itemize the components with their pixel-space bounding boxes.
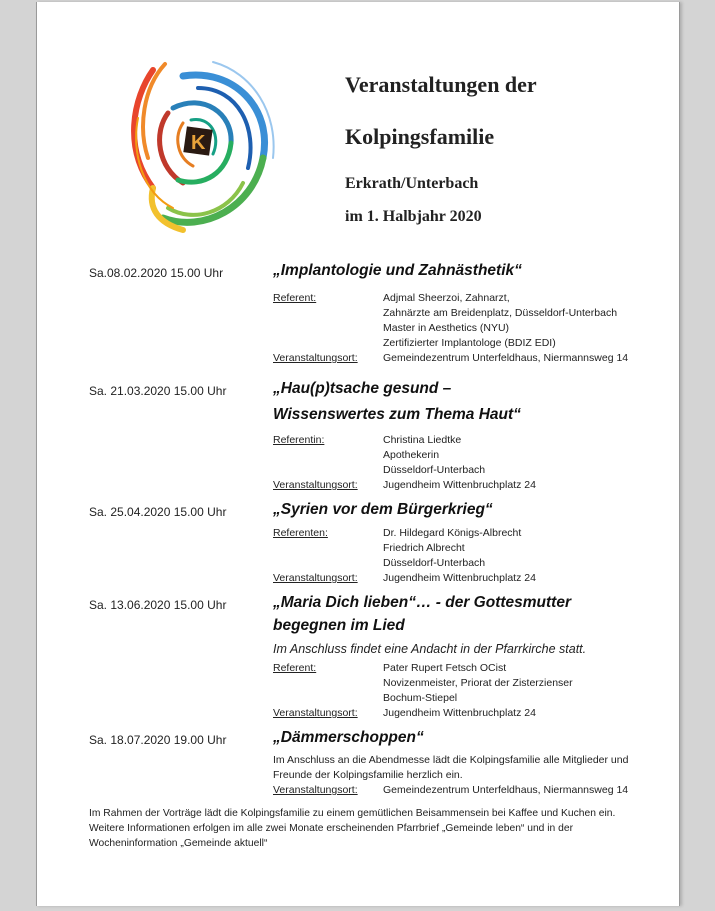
venue: Jugendheim Wittenbruchplatz 24 (383, 572, 536, 584)
venue-label: Veranstaltungsort: (273, 352, 358, 364)
venue: Jugendheim Wittenbruchplatz 24 (383, 479, 536, 491)
event-date: Sa. 13.06.2020 15.00 Uhr (89, 598, 227, 612)
event-title: „Dämmerschoppen“ (273, 729, 424, 746)
event-note: Im Anschluss findet eine Andacht in der Pfarrkirche statt. (273, 642, 587, 656)
speaker-label: Referentin: (273, 434, 325, 446)
event-description: Im Anschluss an die Abendmesse lädt die Kolpingsfamilie alle Mitglieder und Freunde der Kolpingsfamilie herzlich ein. (273, 754, 629, 781)
speaker-line: Master in Aesthetics (NYU) (383, 322, 510, 334)
venue: Gemeindezentrum Unterfeldhaus, Niermannsweg 14 (383, 352, 629, 364)
venue: Jugendheim Wittenbruchplatz 24 (383, 707, 536, 719)
event-title: „Hau(p)tsache gesund – (273, 380, 452, 397)
event-date: Sa. 21.03.2020 15.00 Uhr (89, 384, 227, 398)
speaker-line: Novizenmeister, Priorat der Zisterzienser (383, 677, 573, 689)
event-date: Sa. 25.04.2020 15.00 Uhr (89, 505, 227, 519)
venue-label: Veranstaltungsort: (273, 784, 358, 796)
venue-label: Veranstaltungsort: (273, 479, 358, 491)
event-title: begegnen im Lied (273, 617, 405, 634)
speaker-line: Friedrich Albrecht (383, 542, 465, 554)
speaker-label: Referenten: (273, 527, 328, 539)
speaker-line: Dr. Hildegard Königs-Albrecht (383, 527, 522, 539)
venue-label: Veranstaltungsort: (273, 572, 358, 584)
event-title: „Maria Dich lieben“… - der Gottesmutter (273, 594, 571, 611)
speaker-line: Zahnärzte am Breidenplatz, Düsseldorf-Unterbach (383, 307, 618, 319)
kolping-logo-icon (113, 58, 283, 242)
event-date: Sa.08.02.2020 15.00 Uhr (89, 266, 224, 280)
title-line-1: Veranstaltungen der (345, 72, 537, 97)
speaker-line: Apothekerin (383, 449, 440, 461)
speaker-line: Pater Rupert Fetsch OCist (383, 662, 507, 674)
event-title: „Implantologie und Zahnästhetik“ (273, 262, 522, 279)
venue: Gemeindezentrum Unterfeldhaus, Niermannsweg 14 (383, 784, 629, 796)
speaker-line: Bochum-Stiepel (383, 692, 458, 704)
venue-label: Veranstaltungsort: (273, 707, 358, 719)
speaker-line: Adjmal Sheerzoi, Zahnarzt, (383, 292, 510, 304)
speaker-line: Zertifizierter Implantologe (BDIZ EDI) (383, 337, 556, 349)
title-line-2: Kolpingsfamilie (345, 124, 495, 149)
speaker-line: Düsseldorf-Unterbach (383, 464, 486, 476)
location: Erkrath/Unterbach (345, 175, 479, 192)
footer-text: Im Rahmen der Vorträge lädt die Kolpingsfamilie zu einem gemütlichen Beisammensein bei Kaffee und Kuchen ein. Weitere Informationen erfolgen im alle zwei Monate erscheinenden Pfarrbrief „Gemeinde leben“ und in der Wocheninformation „Gemeinde aktuell“ (89, 808, 616, 849)
speaker-line: Christina Liedtke (383, 434, 462, 446)
event-title: „Syrien vor dem Bürgerkrieg“ (273, 501, 493, 518)
document-page (36, 2, 680, 906)
speaker-label: Referent: (273, 662, 317, 674)
period: im 1. Halbjahr 2020 (345, 208, 482, 225)
logo-letter: K (191, 132, 206, 154)
event-title: Wissenswertes zum Thema Haut“ (273, 406, 521, 423)
event-date: Sa. 18.07.2020 19.00 Uhr (89, 733, 227, 747)
speaker-label: Referent: (273, 292, 317, 304)
speaker-line: Düsseldorf-Unterbach (383, 557, 486, 569)
